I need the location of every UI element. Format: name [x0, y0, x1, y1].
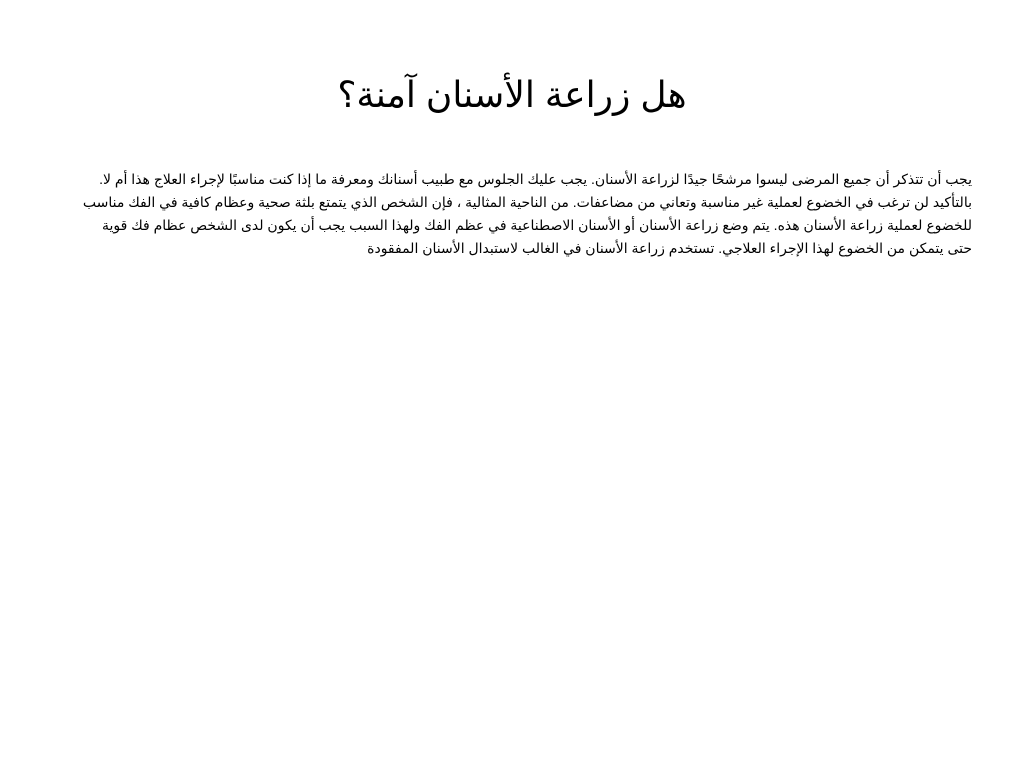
slide-title: هل زراعة الأسنان آمنة؟: [337, 74, 687, 115]
slide-body-text: يجب أن تتذكر أن جميع المرضى ليسوا مرشحًا جيدًا لزراعة الأسنان. يجب عليك الجلوس مع طبيب أسنانك ومعرفة ما إذا كنت مناسبًا لإجراء العلاج هذا أم لا. بالتأكيد لن ترغب في الخضوع لعملية غير مناسبة وتعاني من مضاعفات. من الناحية المثالية ، فإن الشخص الذي يتمتع بلثة صحية وعظام كافية في الفك مناسب للخضوع لعملية زراعة الأسنان هذه. يتم وضع زراعة الأسنان أو الأسنان الاصطناعية في عظم الفك ولهذا السبب يجب أن يكون لدى الشخص عظام فك قوية حتى يتمكن من الخضوع لهذا الإجراء العلاجي. تستخدم زراعة الأسنان في الغالب لاستبدال الأسنان المفقودة: [82, 171, 972, 256]
